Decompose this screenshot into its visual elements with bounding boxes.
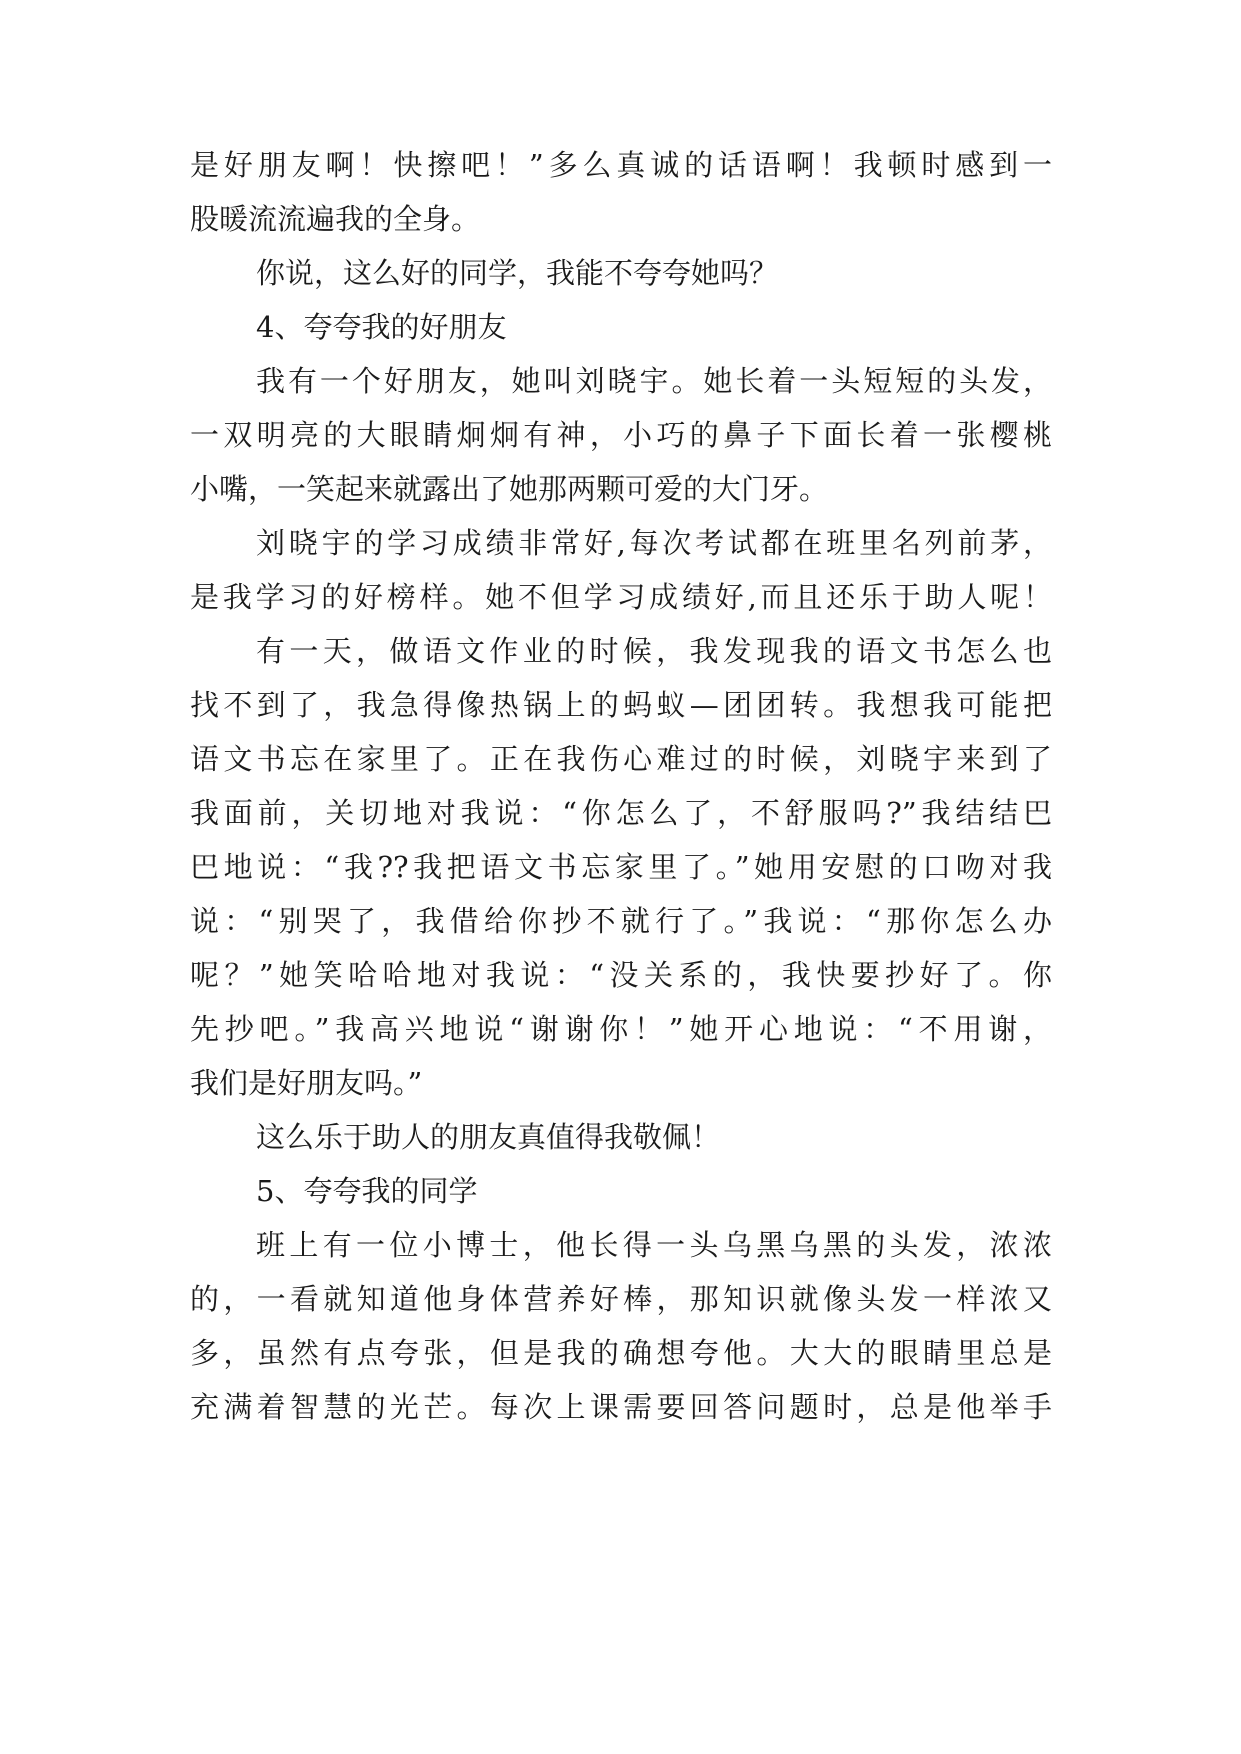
text-line: 是我学习的好榜样。她不但学习成绩好,而且还乐于助人呢！	[190, 580, 1052, 614]
text-line: 先抄吧。”我高兴地说“谢谢你！”她开心地说：“不用谢，	[190, 1012, 1052, 1046]
text-line: 充满着智慧的光芒。每次上课需要回答问题时，总是他举手	[190, 1390, 1052, 1424]
text-line: 小嘴，一笑起来就露出了她那两颗可爱的大门牙。	[190, 472, 829, 506]
section-heading: 4、夸夸我的好朋友	[256, 310, 507, 344]
text-line: 我面前，关切地对我说：“你怎么了，不舒服吗?”我结结巴	[190, 796, 1052, 830]
text-line: 你说，这么好的同学，我能不夸夸她吗？	[256, 256, 779, 290]
text-line: 我们是好朋友吗。”	[190, 1066, 423, 1100]
text-line: 股暖流流遍我的全身。	[190, 202, 481, 236]
text-line: 有一天，做语文作业的时候，我发现我的语文书怎么也	[256, 634, 1052, 668]
text-line: 我有一个好朋友，她叫刘晓宇。她长着一头短短的头发，	[256, 364, 1052, 398]
text-line: 语文书忘在家里了。正在我伤心难过的时候，刘晓宇来到了	[190, 742, 1052, 776]
text-line: 一双明亮的大眼睛炯炯有神，小巧的鼻子下面长着一张樱桃	[190, 418, 1052, 452]
text-line: 是好朋友啊！快擦吧！”多么真诚的话语啊！我顿时感到一	[190, 148, 1052, 182]
text-line: 呢？”她笑哈哈地对我说：“没关系的，我快要抄好了。你	[190, 958, 1052, 992]
text-line: 班上有一位小博士，他长得一头乌黑乌黑的头发，浓浓	[256, 1228, 1052, 1262]
text-line: 说：“别哭了，我借给你抄不就行了。”我说：“那你怎么办	[190, 904, 1052, 938]
text-line: 巴地说：“我??我把语文书忘家里了。”她用安慰的口吻对我	[190, 850, 1052, 884]
text-line: 这么乐于助人的朋友真值得我敬佩！	[256, 1120, 721, 1154]
text-line: 刘晓宇的学习成绩非常好,每次考试都在班里名列前茅，	[256, 526, 1052, 560]
text-line: 找不到了，我急得像热锅上的蚂蚁—团团转。我想我可能把	[190, 688, 1052, 722]
section-heading: 5、夸夸我的同学	[256, 1174, 478, 1208]
text-line: 多，虽然有点夸张，但是我的确想夸他。大大的眼睛里总是	[190, 1336, 1052, 1370]
text-line: 的，一看就知道他身体营养好棒，那知识就像头发一样浓又	[190, 1282, 1052, 1316]
